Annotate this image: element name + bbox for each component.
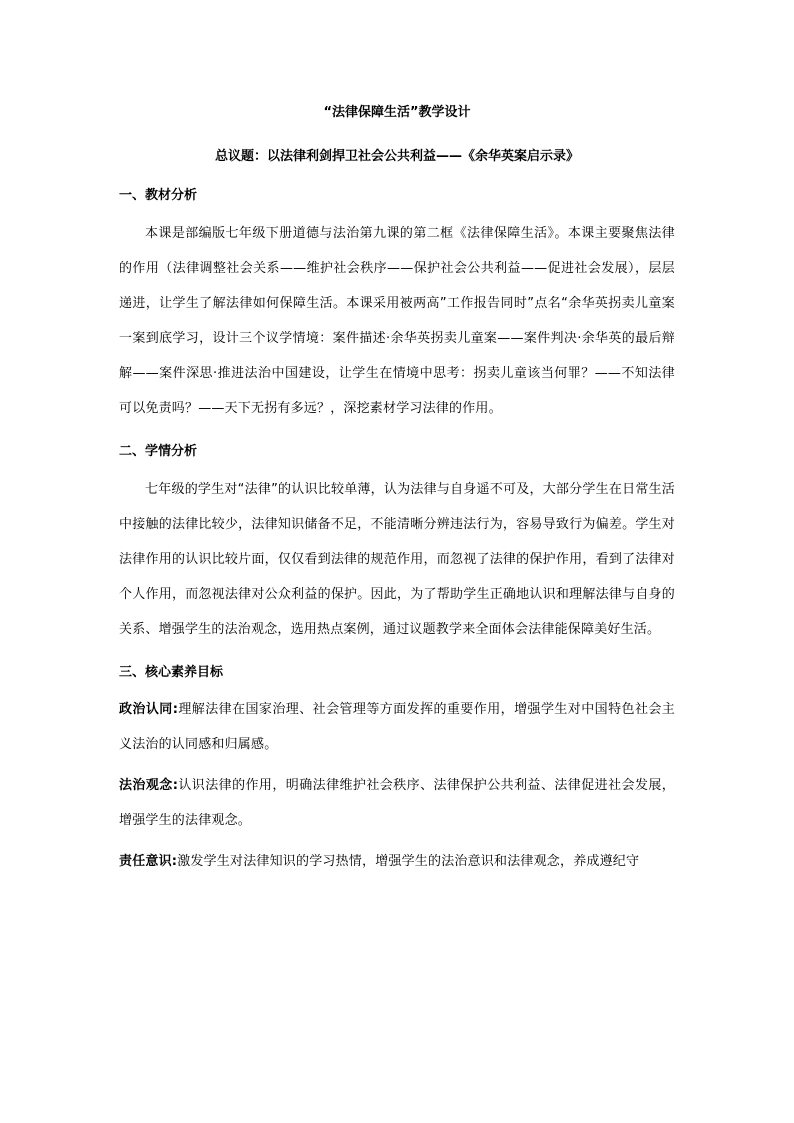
- document-page: [119, 100, 675, 879]
- goal-rule-of-law: [119, 768, 675, 838]
- goal-label: 政治认同:: [119, 702, 179, 717]
- section-heading-textbook-analysis: 一、教材分析: [119, 188, 198, 203]
- paragraph-student-analysis: 七年级的学生对“法律”的认识比较单薄，认为法律与自身遥不可及，大部分学生在日常生活中接触的法律比较少，法律知识储备不足，不能清晰分辨违法行为，容易导致行为偏差。学生对法律作用的认识比较片面，仅仅看到法律的规范作用，而忽视了法律的保护作用，看到了法律对个人作用，而忽视法律对公众利益的保护。因此，为了帮助学生正确地认识和理解法律与自身的关系、增强学生的法治观念，选用热点案例，通过议题教学来全面体会法律能保障美好生活。: [119, 482, 675, 637]
- document-subtitle: 总议题：以法律利剑捍卫社会公共利益——《余华英案启示录》: [214, 149, 579, 164]
- section-heading-core-goals: 三、核心素养目标: [119, 665, 224, 680]
- document-title: “法律保障生活”教学设计: [323, 105, 471, 120]
- goal-text: 激发学生对法律知识的学习热情，增强学生的法治意识和法律观念，养成遵纪守: [177, 854, 640, 869]
- goal-label: 法治观念:: [119, 778, 179, 793]
- goal-label: 责任意识:: [119, 854, 178, 869]
- paragraph-textbook-analysis: 本课是部编版七年级下册道德与法治第九课的第二框《法律保障生活》。本课主要聚焦法律的作用（法律调整社会关系——维护社会秩序——保护社会公共利益——促进社会发展），层层递进，让学生了解法律如何保障生活。本课采用被两高”工作报告同时”点名“余华英拐卖儿童案一案到底学习，设计三个议学情境：案件描述·余华英拐卖儿童案——案件判决·余华英的最后辩解——案件深思·推进法治中国建设，让学生在情境中思考：拐卖儿童该当何罪？——不知法律可以免责吗？——天下无拐有多远？，深挖素材学习法律的作用。: [119, 226, 675, 416]
- goal-responsibility: [119, 844, 675, 879]
- goal-political-identity: [119, 692, 675, 762]
- section-heading-student-analysis: 二、学情分析: [119, 444, 198, 459]
- goal-text: 理解法律在国家治理、社会管理等方面发挥的重要作用，增强学生对中国特色社会主义法治的认同感和归属感。: [119, 702, 675, 752]
- goal-text: 认识法律的作用，明确法律维护社会秩序、法律保护公共利益、法律促进社会发展，增强学生的法律观念。: [119, 778, 675, 828]
